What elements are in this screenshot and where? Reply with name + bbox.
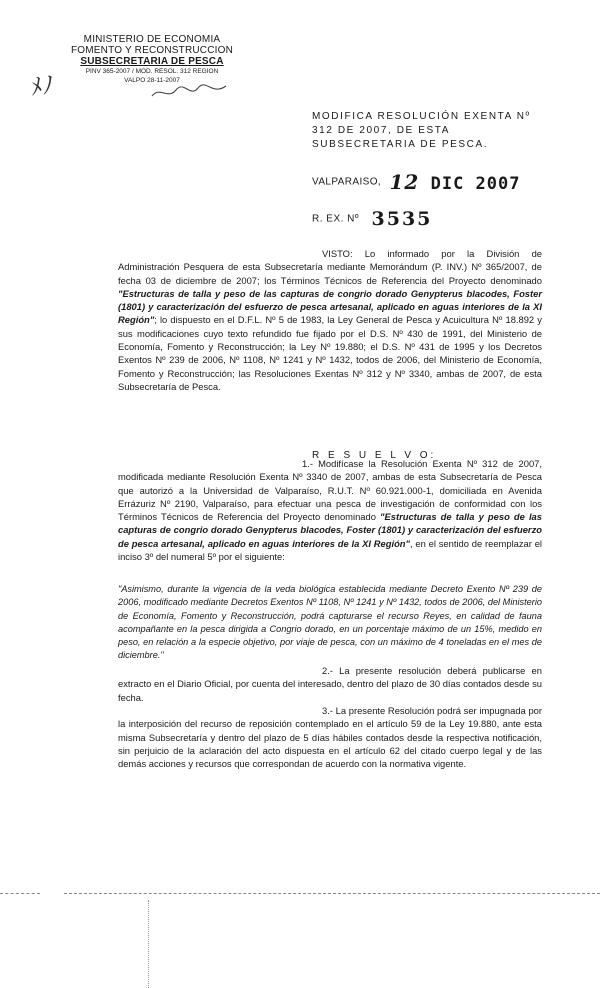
amended-clause-quote: "Asimismo, durante la vigencia de la veda biológica establecida mediante Decreto Exento Nº 239 de 2006, modificado mediante Decretos Exentos Nº 1108, Nº 1241 y Nº 1432, todos de 2006, del Ministerio de Economía, Fomento y Reconstrucción, podrá capturarse el recurso Reyes, en calidad de fauna acompañante en la pesca dirigida a Congrio dorado, en un porcentaje máximo de un 15%, medido en peso, en relación a la especie objetivo, por viaje de pesca, con un máximo de 4 toneladas en el mes de diciembre."	[118, 584, 542, 661]
date-day: 12	[389, 170, 420, 194]
resolution-label: R. EX. Nº	[312, 213, 360, 225]
visto-rest: ; lo dispuesto en el D.F.L. Nº 5 de 1983, la Ley General de Pesca y Acuicultura Nº 18.892 y sus modificaciones cuyo texto refundido fue fijado por el D.S. Nº 430 de 1991, del Ministerio de Economía, Fomento y Reconstrucción; la Ley Nº 19.880; el D.S. Nº 431 de 1995 y los Decretos Exentos Nº 239 de 2006, Nº 1108, Nº 1241 y Nº 1432, todos de 2006, del Ministerio de Economía, Fomento y Reconstrucción; las Resoluciones Exentas Nº 312 y Nº 3340, ambas de 2007, de esta Subsecretaría de Pesca.	[118, 314, 542, 392]
resolution-number-line	[312, 208, 432, 230]
resuelvo-heading: R E S U E L V O:	[312, 450, 437, 461]
item-1-project-title: "Estructuras de talla y peso de las capturas de congrio dorado Genypterus blacodes, Foster (1801) y caracterización del esfuerzo de pesca artesanal, aplicado en aguas interiores de la XI Región"	[118, 511, 542, 549]
item-2-text: 2.- La presente resolución deberá publicarse en extracto en el Diario Oficial, por cuenta del interesado, dentro del plazo de 30 días contados desde su fecha.	[118, 665, 542, 703]
item-1-lead: 1.- Modifícase la Resolución Exenta Nº 312 de 2007, modificada mediante Resolución Exenta Nº 3340 de 2007, ambas de esta Subsecretaría de Pesca que autorizó a la Universidad de Valparaíso, R.U.T. Nº 60.921.000-1, domiciliada en Avenida Errázuriz Nº 2190, Valparaíso, para efectuar una pesca de investigación de conformidad con los Términos Técnicos de Referencia del Proyecto denominado	[118, 458, 542, 523]
handwritten-initials-icon: ﾒﾉ	[28, 70, 57, 102]
visto-lead: VISTO: Lo informado por la División de Administración Pesquera de esta Subsecretaría mediante Memorándum (P. INV.) Nº 365/2007, de fecha 03 de diciembre de 2007; los Términos Técnicos de Referencia del Proyecto denominado	[118, 248, 542, 286]
city-date-line	[312, 170, 521, 194]
scan-edge-mark-left	[0, 893, 40, 894]
ministry-name: MINISTERIO DE ECONOMIA	[83, 34, 221, 45]
date-stamp	[389, 170, 521, 194]
item-2-paragraph	[118, 664, 542, 704]
item-1-rest: , en el sentido de reemplazar el inciso 3º del numeral 5º por el siguiente:	[118, 537, 542, 563]
city-label: VALPARAISO,	[312, 176, 382, 188]
letterhead	[62, 34, 242, 85]
subsecretaria-name: SUBSECRETARIA DE PESCA	[80, 56, 224, 67]
scan-fold-line	[64, 893, 600, 894]
reference-code: PINV 365-2007 / MOD. RESOL. 312 REGION	[85, 68, 219, 75]
item-3-paragraph	[118, 704, 542, 770]
ministry-name-2: FOMENTO Y RECONSTRUCCION	[70, 45, 234, 56]
item-3-text: 3.- La presente Resolución podrá ser impugnada por la interposición del recurso de reposición contemplado en el artículo 59 de la Ley 19.880, ante esta misma Subsecretaría y dentro del plazo de 5 días hábiles contados desde la respectiva notificación, sin perjuicio de la aclaración del acto dispuesta en el artículo 62 del citado cuerpo legal y de las demás acciones y recursos que correspondan de acuerdo con la normativa vigente.	[118, 705, 542, 770]
reference-place-date: VALPO 28-11-2007	[124, 77, 180, 84]
date-month-year: DIC 2007	[430, 174, 521, 194]
scan-vertical-mark	[148, 900, 149, 988]
document-subject: MODIFICA RESOLUCIÓN EXENTA Nº 312 DE 2007, DE ESTA SUBSECRETARIA DE PESCA.	[312, 111, 531, 150]
visto-paragraph	[118, 247, 542, 393]
visto-project-title: "Estructuras de talla y peso de las capturas de congrio dorado Genypterus blacodes, Foster (1801) y caracterización del esfuerzo de pesca artesanal, aplicado en aguas interiores de la XI Región"	[118, 287, 542, 326]
resolution-number: 3535	[371, 208, 433, 230]
item-1-paragraph	[118, 457, 542, 563]
signature-scribble-icon	[150, 82, 230, 102]
